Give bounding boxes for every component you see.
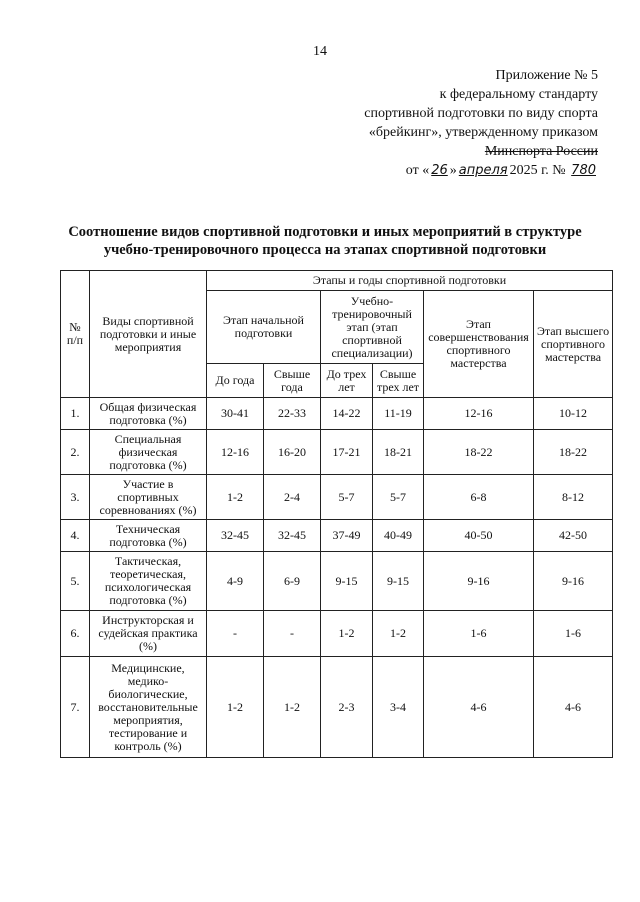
row-number: 1. [61,398,90,430]
cell-improvement: 4-6 [424,657,534,758]
cell-highest: 1-6 [534,611,613,657]
order-number: 780 [571,163,596,178]
cell-over-three: 11-19 [373,398,424,430]
cell-highest: 8-12 [534,475,613,520]
date-prefix: от « [405,163,430,178]
date-day: 26 [431,163,448,178]
cell-highest: 9-16 [534,552,613,611]
title-line-1: Соотношение видов спортивной подготовки и иных мероприятий в структуре [68,224,582,240]
row-name: Общая физическая подготовка (%) [90,398,207,430]
cell-improvement: 12-16 [424,398,534,430]
header-up-to-three: До трех лет [321,364,373,398]
cell-over-year: 16-20 [264,430,321,475]
header-improvement-stage: Этап совершенствования спортивного мастерства [424,291,534,398]
cell-up-to-three: 5-7 [321,475,373,520]
row-number: 6. [61,611,90,657]
cell-up-to-three: 17-21 [321,430,373,475]
cell-improvement: 1-6 [424,611,534,657]
cell-up-to-year: 1-2 [207,657,264,758]
cell-improvement: 40-50 [424,520,534,552]
cell-over-year: 2-4 [264,475,321,520]
cell-over-three: 5-7 [373,475,424,520]
table-row [61,475,613,520]
cell-up-to-year: 4-9 [207,552,264,611]
header-highest-stage: Этап высшего спортивного мастерства [534,291,613,398]
cell-over-three: 18-21 [373,430,424,475]
title-line-2: учебно-тренировочного процесса на этапах спортивной подготовки [103,242,547,258]
header-training-stage: Учебно-тренировочный этап (этап спортивной специализации) [321,291,424,364]
appendix-line-2: к федеральному стандарту [439,87,598,102]
header-over-year: Свыше года [264,364,321,398]
row-name: Техническая подготовка (%) [90,520,207,552]
date-month: апреля [458,163,508,178]
appendix-line-5: Минспорта России [484,144,598,159]
cell-up-to-three: 1-2 [321,611,373,657]
date-mid: » [449,163,457,178]
cell-highest: 4-6 [534,657,613,758]
training-ratio-table [60,270,613,758]
table-body [61,398,613,758]
header-initial-stage: Этап начальной подготовки [207,291,321,364]
row-number: 5. [61,552,90,611]
page-number: 14 [313,44,327,59]
cell-over-three: 9-15 [373,552,424,611]
cell-up-to-three: 2-3 [321,657,373,758]
row-name: Тактическая, теоретическая, психологическая подготовка (%) [90,552,207,611]
table-row [61,430,613,475]
row-name: Медицинские, медико-биологические, восстановительные мероприятия, тестирование и контроль (%) [90,657,207,758]
table-row [61,520,613,552]
appendix-line-1: Приложение № 5 [495,68,598,83]
cell-improvement: 6-8 [424,475,534,520]
row-number: 4. [61,520,90,552]
cell-up-to-year: 1-2 [207,475,264,520]
cell-over-three: 40-49 [373,520,424,552]
row-number: 7. [61,657,90,758]
table-row [61,657,613,758]
appendix-block [364,66,598,180]
cell-over-year: 22-33 [264,398,321,430]
date-year: 2025 г. № [509,163,566,178]
cell-over-year: - [264,611,321,657]
cell-up-to-year: - [207,611,264,657]
header-stages: Этапы и годы спортивной подготовки [207,271,613,291]
appendix-line-4: «брейкинг», утвержденному приказом [368,125,598,140]
cell-up-to-year: 12-16 [207,430,264,475]
cell-up-to-three: 37-49 [321,520,373,552]
cell-over-year: 32-45 [264,520,321,552]
cell-over-year: 6-9 [264,552,321,611]
cell-highest: 42-50 [534,520,613,552]
order-date-line [364,161,598,180]
cell-improvement: 9-16 [424,552,534,611]
table-row [61,398,613,430]
document-title [40,223,610,259]
row-name: Участие в спортивных соревнованиях (%) [90,475,207,520]
cell-up-to-three: 9-15 [321,552,373,611]
header-number: № п/п [61,271,90,398]
cell-highest: 18-22 [534,430,613,475]
cell-up-to-three: 14-22 [321,398,373,430]
row-number: 3. [61,475,90,520]
cell-over-three: 3-4 [373,657,424,758]
row-name: Инструкторская и судейская практика (%) [90,611,207,657]
cell-up-to-year: 30-41 [207,398,264,430]
header-over-three: Свыше трех лет [373,364,424,398]
row-name: Специальная физическая подготовка (%) [90,430,207,475]
cell-highest: 10-12 [534,398,613,430]
cell-improvement: 18-22 [424,430,534,475]
cell-up-to-year: 32-45 [207,520,264,552]
cell-over-year: 1-2 [264,657,321,758]
appendix-line-3: спортивной подготовки по виду спорта [364,106,598,121]
cell-over-three: 1-2 [373,611,424,657]
row-number: 2. [61,430,90,475]
header-types: Виды спортивной подготовки и иные мероприятия [90,271,207,398]
header-up-to-year: До года [207,364,264,398]
table-row [61,552,613,611]
table-row [61,611,613,657]
